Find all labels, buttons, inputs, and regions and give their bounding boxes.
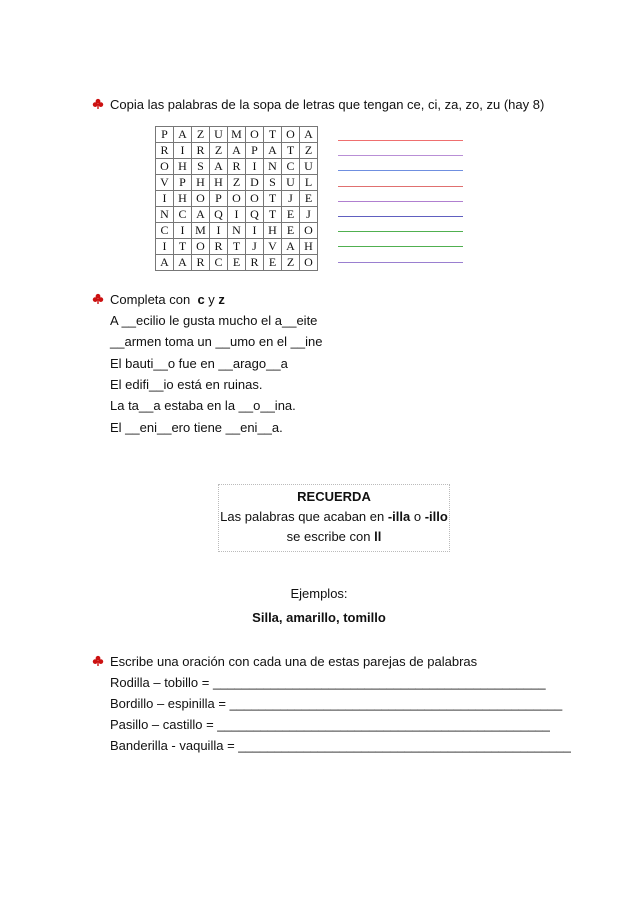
examples-label: Ejemplos: — [290, 586, 348, 601]
fill-in-sentence: __armen toma un __umo en el __ine — [110, 334, 323, 350]
grid-cell: O — [246, 191, 264, 207]
grid-cell: R — [192, 143, 210, 159]
grid-cell: H — [192, 175, 210, 191]
grid-cell: D — [246, 175, 264, 191]
grid-cell: A — [174, 127, 192, 143]
grid-cell: E — [282, 207, 300, 223]
answer-line — [338, 201, 463, 202]
grid-cell: R — [156, 143, 174, 159]
grid-cell: A — [228, 143, 246, 159]
grid-cell: P — [210, 191, 228, 207]
grid-cell: R — [228, 159, 246, 175]
grid-cell: E — [282, 223, 300, 239]
fill-in-sentence: El __eni__ero tiene __eni__a. — [110, 419, 283, 435]
answer-line — [338, 140, 463, 141]
grid-row — [156, 223, 318, 239]
grid-cell: I — [246, 159, 264, 175]
instruction-word-search: Copia las palabras de la sopa de letras que tengan ce, ci, za, zo, zu (hay 8) — [110, 97, 545, 112]
grid-cell: Q — [246, 207, 264, 223]
answer-line — [338, 246, 463, 247]
grid-cell: J — [282, 191, 300, 207]
instruction-complete: Completa con c y z — [110, 292, 225, 307]
grid-cell: A — [210, 159, 228, 175]
grid-cell: A — [300, 127, 318, 143]
fill-in-sentence: El edifi__io está en ruinas. — [110, 376, 263, 392]
grid-cell: I — [156, 191, 174, 207]
grid-cell: T — [264, 207, 282, 223]
grid-cell: J — [300, 207, 318, 223]
grid-cell: Z — [210, 143, 228, 159]
grid-cell: I — [156, 239, 174, 255]
answer-line — [338, 262, 463, 263]
club-suit-icon — [92, 293, 104, 305]
sentence-writing-line: Pasillo – castillo = ______________________________________________ — [110, 717, 550, 732]
grid-cell: N — [156, 207, 174, 223]
grid-cell: R — [246, 255, 264, 271]
word-search-grid — [155, 126, 318, 271]
grid-row — [156, 207, 318, 223]
club-suit-icon — [92, 98, 104, 110]
grid-row — [156, 239, 318, 255]
grid-cell: M — [228, 127, 246, 143]
grid-cell: R — [192, 255, 210, 271]
grid-cell: U — [300, 159, 318, 175]
grid-cell: Z — [282, 255, 300, 271]
club-suit-icon — [92, 655, 104, 667]
grid-row — [156, 159, 318, 175]
grid-cell: O — [156, 159, 174, 175]
grid-cell: O — [300, 223, 318, 239]
grid-cell: C — [156, 223, 174, 239]
grid-cell: A — [192, 207, 210, 223]
answer-line — [338, 231, 463, 232]
fill-in-sentence: El bauti__o fue en __arago__a — [110, 355, 288, 371]
grid-cell: I — [210, 223, 228, 239]
grid-cell: Z — [300, 143, 318, 159]
answer-line — [338, 155, 463, 156]
grid-cell: L — [300, 175, 318, 191]
grid-cell: M — [192, 223, 210, 239]
recuerda-rule-2: se escribe con ll — [286, 529, 382, 544]
grid-cell: Q — [210, 207, 228, 223]
grid-cell: A — [156, 255, 174, 271]
grid-cell: H — [264, 223, 282, 239]
grid-cell: O — [300, 255, 318, 271]
examples-words: Silla, amarillo, tomillo — [252, 610, 386, 625]
grid-cell: S — [192, 159, 210, 175]
grid-cell: O — [282, 127, 300, 143]
grid-cell: A — [264, 143, 282, 159]
recuerda-box — [218, 484, 450, 552]
grid-cell: T — [228, 239, 246, 255]
grid-cell: Z — [192, 127, 210, 143]
grid-cell: P — [174, 175, 192, 191]
answer-line — [338, 170, 463, 171]
recuerda-rule: Las palabras que acaban en -illa o -illo — [220, 509, 448, 524]
grid-cell: E — [300, 191, 318, 207]
grid-cell: R — [210, 239, 228, 255]
grid-cell: C — [210, 255, 228, 271]
grid-cell: H — [300, 239, 318, 255]
grid-cell: I — [174, 143, 192, 159]
grid-cell: T — [264, 127, 282, 143]
grid-cell: O — [228, 191, 246, 207]
grid-cell: T — [282, 143, 300, 159]
fill-in-sentence: A __ecilio le gusta mucho el a__eite — [110, 313, 318, 328]
grid-cell: H — [174, 191, 192, 207]
grid-cell: U — [282, 175, 300, 191]
grid-cell: N — [228, 223, 246, 239]
sentence-writing-line: Rodilla – tobillo = ______________________________________________ — [110, 675, 546, 690]
grid-cell: I — [246, 223, 264, 239]
grid-cell: I — [174, 223, 192, 239]
grid-cell: H — [210, 175, 228, 191]
grid-cell: E — [264, 255, 282, 271]
grid-cell: P — [246, 143, 264, 159]
answer-line — [338, 186, 463, 187]
instruction-sentences: Escribe una oración con cada una de estas parejas de palabras — [110, 654, 478, 669]
grid-cell: V — [156, 175, 174, 191]
grid-cell: C — [174, 207, 192, 223]
grid-cell: S — [264, 175, 282, 191]
sentence-writing-line: Bordillo – espinilla = ______________________________________________ — [110, 696, 563, 711]
grid-cell: O — [192, 191, 210, 207]
sentence-writing-line: Banderilla - vaquilla = ______________________________________________ — [110, 738, 571, 753]
grid-cell: A — [174, 255, 192, 271]
answer-line — [338, 216, 463, 217]
grid-cell: V — [264, 239, 282, 255]
grid-cell: I — [228, 207, 246, 223]
fill-in-sentence: La ta__a estaba en la __o__ina. — [110, 398, 296, 414]
grid-cell: O — [246, 127, 264, 143]
recuerda-title: RECUERDA — [297, 489, 371, 504]
grid-row — [156, 127, 318, 143]
grid-cell: T — [174, 239, 192, 255]
grid-cell: C — [282, 159, 300, 175]
grid-row — [156, 143, 318, 159]
grid-cell: T — [264, 191, 282, 207]
grid-row — [156, 255, 318, 271]
grid-cell: J — [246, 239, 264, 255]
grid-row — [156, 175, 318, 191]
grid-cell: Z — [228, 175, 246, 191]
grid-cell: O — [192, 239, 210, 255]
grid-cell: U — [210, 127, 228, 143]
grid-cell: A — [282, 239, 300, 255]
grid-cell: E — [228, 255, 246, 271]
grid-cell: P — [156, 127, 174, 143]
grid-cell: N — [264, 159, 282, 175]
grid-row — [156, 191, 318, 207]
grid-cell: H — [174, 159, 192, 175]
